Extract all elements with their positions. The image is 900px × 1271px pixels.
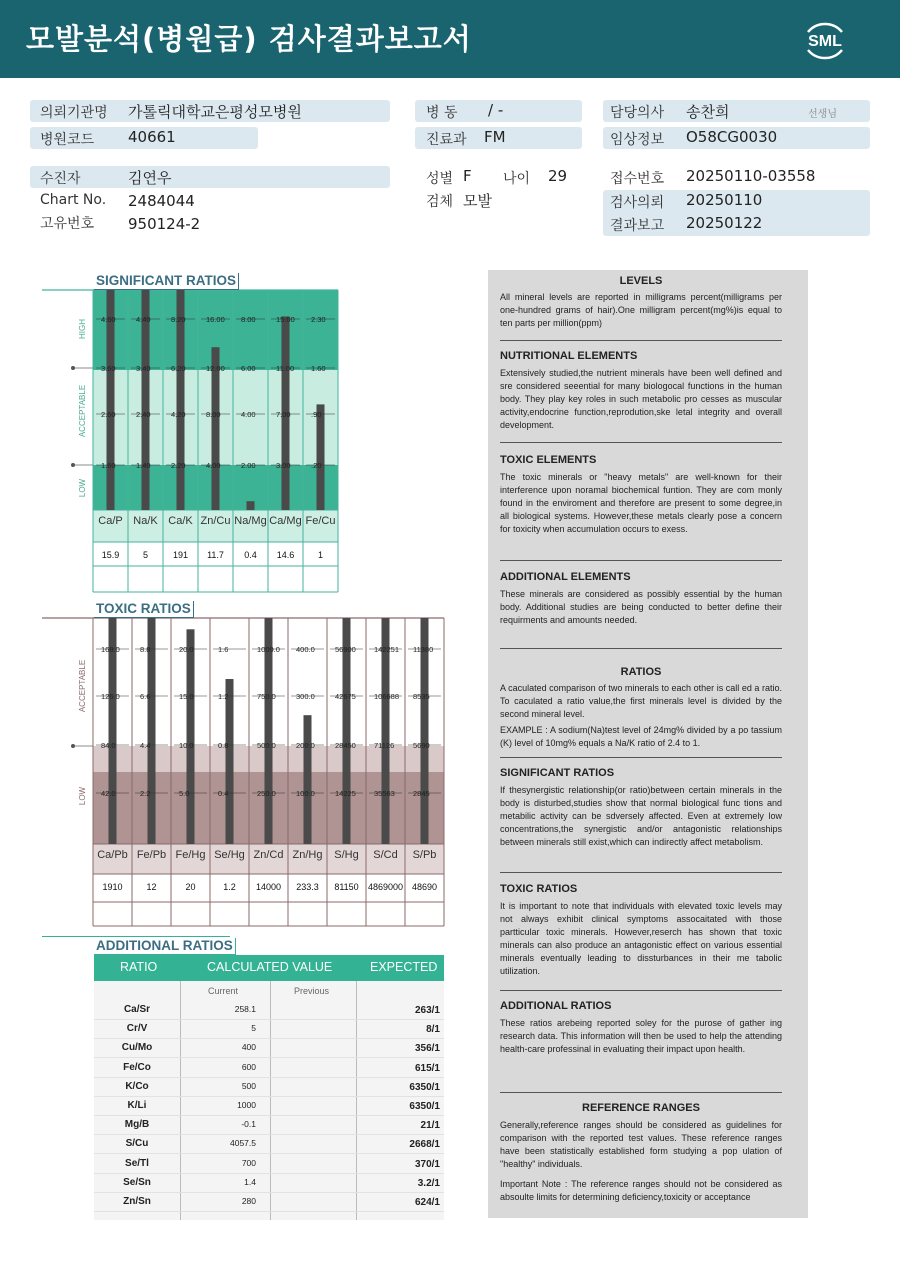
reference-ranges-note: Important Note : The reference ranges should not be considered as absoulte limits for determining deficiency,toxicity or acceptance [500,1179,782,1203]
zone-label: HIGH [78,319,87,339]
ratio-label: Ca/Pb [97,849,128,861]
clinical-label: 임상정보 [610,132,665,148]
ratio-expected: 3.2/1 [417,1177,440,1189]
ratio-expected: 356/1 [414,1043,440,1055]
unique-id-value: 950124-2 [128,215,201,233]
tick-label: 1.60 [101,461,116,470]
receipt-value: 20250110-03558 [686,167,816,185]
ratio-value: 233.3 [296,882,319,892]
tick-label: 11.00 [276,364,295,373]
additional-ratio-row [94,1020,444,1039]
tick-label: .20 [311,461,322,470]
ratio-label: Fe/Pb [136,849,167,861]
ratios-heading: RATIOS [620,666,662,678]
ratio-value: 1.2 [223,882,236,892]
age-value: 29 [548,167,568,185]
tick-label: 126.0 [101,692,120,701]
additional-ratio-row [94,1039,444,1058]
additional-ratio-row [94,1116,444,1135]
ratio-current: 5 [251,1023,256,1034]
tick-label: 2845 [413,789,430,798]
ratios-example: EXAMPLE : A sodium(Na)test level of 24mg% divided by a po tassium (K) level of 10mg% equals a Na/K ratio of 2.4 to 1. [500,725,782,749]
tick-label: 7.00 [276,410,291,419]
toxic-ratios-title: TOXIC RATIOS [94,601,194,618]
toxic-elements-heading: TOXIC ELEMENTS [500,454,597,466]
additional-ratio-row [94,1078,444,1097]
significant-ratios-text: If thesynergistic relationship(or ratio)between certain minerals in the body is disturbed,studies show that normal biological func tions and metabilic activity can be sdversely affected. Even at extremely low concentrations,the synergistic and/or antagonistic relationships between minerals still exist,which can indirectly affect metabolism. [500,785,782,848]
sml-logo [798,14,852,68]
ratio-name: K/Li [127,1100,147,1111]
ratio-name: Zn/Sn [123,1196,151,1207]
ratio-value: 15.9 [101,550,120,560]
ratio-label: Zn/Cd [253,849,284,861]
ratio-label: Zn/Cu [200,515,231,527]
tick-label: 8535 [413,692,430,701]
ratio-expected: 370/1 [414,1158,440,1170]
ratio-label: Se/Hg [214,849,245,861]
ratio-expected: 2668/1 [409,1139,440,1151]
ratios-text: A caculated comparison of two minerals to each other is call ed a ratio. To caculated a ratio value,the first minerals level is divided by the second mineral level. [500,683,782,720]
ratio-name: Ca/Sr [123,1004,151,1015]
ratio-bar [226,679,234,844]
ward-value: / - [488,101,504,119]
additional-ratio-row [94,1135,444,1154]
tick-label: 10.0 [179,741,194,750]
hospital-code-label: 병원코드 [40,132,95,148]
tick-label: 8.00 [241,315,256,324]
ratio-value: 0.4 [244,550,257,560]
ratio-current: 1000 [237,1100,256,1110]
svg-text:SML: SML [808,33,842,50]
ratio-bar [304,715,312,844]
significant-ratios-heading: SIGNIFICANT RATIOS [500,767,615,779]
zone-marker-dot [71,366,75,370]
ratio-expected: 624/1 [414,1197,440,1208]
ratio-name: S/Cu [125,1138,149,1150]
ratio-label: Na/K [133,515,158,527]
ratio-current: 400 [241,1042,256,1053]
ratio-name: Fe/Co [123,1061,151,1073]
tick-label: 4.60 [101,315,116,324]
tick-label: 1.2 [218,692,229,701]
tick-label: 200.0 [296,741,315,750]
ratio-label: S/Hg [334,849,359,861]
additional-ratio-row [94,1059,444,1078]
toxic-ratios-heading: TOXIC RATIOS [500,883,578,895]
significant-ratios-title: SIGNIFICANT RATIOS [94,273,239,290]
hospital-code-value: 40661 [128,128,176,146]
toxic-ratios-text: It is important to note that individuals with elevated toxic levels may not always exhibit clinical symptoms assocaitated with those partticular toxic minerals. However,reserch has shown that toxic minerals can also produce an antagonistic effect on various essential minerals eventually leading to dissturbances in their me tabolic utilization. [500,901,782,977]
report-header [0,0,900,78]
ratio-name: Cu/Mo [121,1042,153,1054]
tick-label: 0.8 [218,741,229,750]
tick-label: .90 [311,410,322,419]
ratio-name: Mg/B [124,1119,150,1131]
tick-label: 500.0 [257,741,276,750]
report-date-label: 결과보고 [610,218,665,234]
ratio-current: 700 [241,1157,256,1168]
ratio-expected: 8/1 [426,1024,440,1036]
tick-label: 42.0 [101,789,116,798]
department-label: 진료과 [426,132,467,148]
request-date-value: 20250110 [686,191,763,209]
chart-no-label: Chart No. [40,192,107,208]
ratio-label: Ca/Mg [269,515,302,527]
age-label: 나이 [503,171,531,187]
ratio-label: Fe/Hg [175,849,206,861]
institution-value: 가톨릭대학교은평성모병원 [128,103,302,121]
ratio-value: 191 [172,550,189,560]
ratio-bar [247,501,255,510]
zone-label: LOW [78,786,87,806]
tick-label: 71126 [374,741,395,750]
additional-ratio-row [94,1097,444,1116]
specimen-label: 검체 [426,194,454,210]
doctor-label: 담당의사 [610,105,665,121]
ratio-value: 81150 [334,882,359,892]
chart-no-value: 2484044 [128,192,195,210]
additional-table-header [94,955,444,981]
tick-label: 2.60 [101,410,116,419]
tick-label: 8.8 [140,645,151,654]
tick-label: 3.60 [101,364,116,373]
ratio-label: S/Cd [373,849,398,861]
reference-ranges-heading: REFERENCE RANGES [582,1102,700,1114]
tick-label: 8.00 [206,410,221,419]
ratio-value: 48690 [411,882,438,892]
tick-label: 11380 [413,645,434,654]
ratio-name: Cr/V [126,1023,148,1035]
tick-label: 5.0 [179,789,190,798]
col-expected: EXPECTED [370,960,438,974]
report-title: 모발분석(병원급) 검사결과보고서 [26,22,472,56]
ratio-label: Ca/K [168,515,193,527]
ratio-label: Zn/Hg [292,849,323,861]
doctor-value: 송찬희 [686,103,730,121]
zone-label: ACCEPTABLE [78,659,87,713]
reference-ranges-text: Generally,reference ranges should be considered as guidelines for comparison with the reported test values. These reference ranges have been statistically established form studying a pop ulation of "healthy" individuals. [500,1120,782,1170]
ratio-current: 280 [241,1196,256,1206]
ratio-label: Fe/Cu [305,515,336,527]
additional-ratio-row [94,1155,444,1174]
additional-ratio-row [94,1001,444,1020]
clinical-value: O58CG0030 [686,128,778,146]
tick-label: 1.40 [136,461,151,470]
zone-marker-dot [71,744,75,748]
unique-id-label: 고유번호 [40,216,95,232]
tick-label: 6.6 [140,692,151,701]
tick-label: 84.0 [101,741,116,750]
tick-label: 5690 [413,741,430,750]
tick-label: 14225 [335,789,356,798]
zone-label: ACCEPTABLE [78,384,87,438]
patient-name-row [30,166,390,188]
tick-label: 16.00 [206,315,225,324]
ward-label: 병 동 [426,105,458,121]
report-date-value: 20250122 [686,214,763,232]
tick-label: 2.00 [241,461,256,470]
tick-label: 3.00 [276,461,291,470]
tick-label: 4.00 [206,461,221,470]
additional-ratios-table [94,955,444,1220]
ratio-expected: 263/1 [414,1005,440,1016]
ratio-current: 4057.5 [230,1138,256,1149]
department-value: FM [484,128,506,146]
additional-elements-heading: ADDITIONAL ELEMENTS [500,571,631,583]
tick-label: 8.20 [171,315,186,324]
additional-ratio-row [94,1193,444,1212]
col-ratio: RATIO [120,960,158,974]
additional-elements-text: These minerals are considered as possibly essential by the human body. Additional studies are being conducted to better define their requirments and amounts needed. [500,589,782,626]
doctor-suffix: 선생님 [808,109,837,120]
tick-label: 106688 [374,692,400,701]
tick-label: 142251 [374,645,400,654]
ratio-label: Na/Mg [234,515,267,527]
additional-divider [42,936,230,937]
ratio-value: 11.7 [207,550,224,560]
nutritional-heading: NUTRITIONAL ELEMENTS [500,350,638,362]
ratio-value: 1 [317,550,324,560]
ratio-current: 258.1 [234,1004,256,1014]
tick-label: 2.20 [171,461,186,470]
significant-ratios-chart [40,268,350,594]
tick-label: 15.0 [179,692,194,701]
ratio-bar [317,404,325,510]
ratio-label: S/Pb [412,849,437,861]
sub-previous: Previous [294,986,330,996]
institution-label: 의뢰기관명 [40,105,108,121]
tick-label: 2.40 [136,410,151,419]
tick-label: 28450 [335,741,356,750]
levels-text: All mineral levels are reported in milligrams percent(milligrams per one-hundred grams of hair).One milligram percent(mg%)is equal to ten parts per million(ppm) [500,292,782,329]
zone-label: LOW [78,478,87,498]
receipt-label: 접수번호 [610,171,665,187]
additional-ratios-heading: ADDITIONAL RATIOS [500,1000,612,1012]
col-calculated: CALCULATED VALUE [207,960,333,974]
ratio-value: 1910 [102,882,123,892]
tick-label: 1.60 [311,364,326,373]
tick-label: 42675 [335,692,356,701]
sub-current: Current [208,986,239,996]
toxic-elements-text: The toxic minerals or "heavy metals" are well-known for their interference upon noramal biochemical funtion. They are com monly found in the enviroment and therefore are present to some degree,in all biological systems. However,these metals clearly pose a concern for toxicity when accumulation occurs to exess. [500,472,782,535]
tick-label: 100.0 [296,789,315,798]
ratio-expected: 6350/1 [409,1101,440,1112]
ratio-current: 1.4 [244,1176,256,1187]
levels-heading: LEVELS [619,275,663,287]
ratio-name: K/Co [125,1080,149,1092]
zone-marker-dot [71,463,75,467]
toxic-ratios-chart [40,598,450,928]
tick-label: 15.00 [276,315,295,324]
additional-ratio-row [94,1174,444,1193]
ratio-expected: 6350/1 [409,1081,440,1093]
ratio-value: 20 [185,882,196,892]
ratio-expected: 21/1 [420,1120,440,1132]
tick-label: 6.20 [171,364,186,373]
ratio-value: 5 [142,550,149,560]
tick-label: 4.20 [171,410,186,419]
tick-label: 0.4 [218,789,229,798]
tick-label: 35563 [374,789,395,798]
ratio-bar [187,629,195,844]
tick-label: 250.0 [257,789,276,798]
tick-label: 3.40 [136,364,151,373]
sex-label: 성별 [426,171,454,187]
patient-name-value: 김연우 [128,169,172,187]
tick-label: 4.4 [140,741,151,750]
nutritional-text: Extensively studied,the nutrient minerals have been well defined and sre considered seeential for many biologocal functions in the human body. They play key roles in such metabolic pro cesses as muscular activity,endocrine function,reprodution,ske letal integrity and overall development. [500,368,782,431]
ratio-value: 4869000 [367,882,404,892]
specimen-value: 모발 [463,192,492,210]
tick-label: 4.40 [136,315,151,324]
ratio-current: 600 [241,1061,256,1072]
tick-label: 56900 [335,645,356,654]
ratio-label: Ca/P [98,515,123,527]
sex-value: F [463,167,472,185]
patient-name-label: 수진자 [40,171,81,187]
ratio-current: 500 [241,1080,256,1091]
tick-label: 1000.0 [257,645,280,654]
ratio-name: Se/Sn [123,1176,151,1188]
tick-label: 300.0 [296,692,315,701]
tick-label: 750.0 [257,692,276,701]
ratio-value: 14.6 [276,550,295,560]
tick-label: 12.00 [206,364,225,373]
tick-label: 2.2 [140,789,151,798]
ratio-expected: 615/1 [414,1062,440,1074]
tick-label: 6.00 [241,364,256,373]
additional-ratios-text: These ratios arebeing reported soley for the purose of gather ing research data. This information will then be used to help the attending health-care professinal in evaluating their impact upon health. [500,1018,782,1055]
ratio-name: Se/Tl [125,1157,149,1169]
tick-label: 168.0 [101,645,120,654]
ratio-value: 12 [146,882,157,892]
additional-ratios-title: ADDITIONAL RATIOS [94,938,236,955]
tick-label: 400.0 [296,645,315,654]
info-panel [488,270,808,1218]
tick-label: 2.30 [311,315,326,324]
request-date-label: 검사의뢰 [610,195,665,211]
ratio-current: -0.1 [241,1119,256,1130]
tick-label: 1.6 [218,645,229,654]
tick-label: 4.00 [241,410,256,419]
ratio-value: 14000 [255,882,282,892]
tick-label: 20.0 [179,645,194,654]
